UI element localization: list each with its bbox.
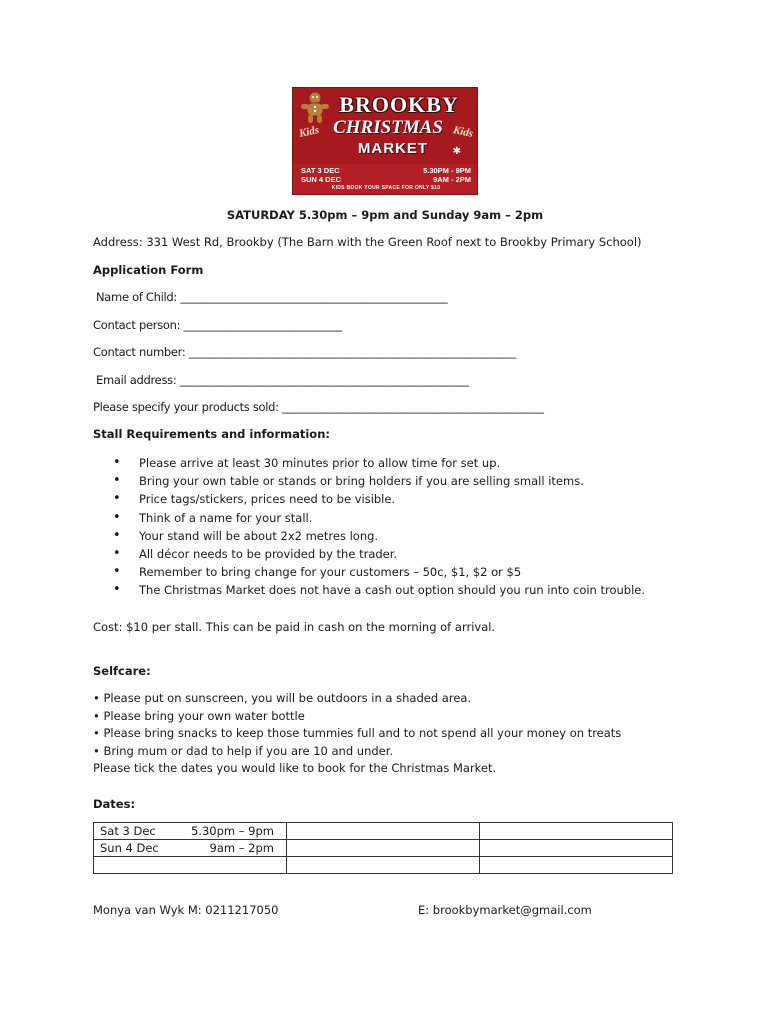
list-item: • All décor needs to be provided by the trader. — [113, 545, 645, 563]
list-item: • Price tags/stickers, prices need to be visible. — [113, 490, 645, 508]
dates-table — [93, 822, 673, 874]
list-item: • The Christmas Market does not have a cash out option should you run into coin trouble. — [113, 581, 645, 599]
empty-cell[interactable] — [94, 857, 287, 874]
form-title: Application Form — [93, 263, 204, 277]
tick-cell[interactable] — [480, 823, 673, 840]
table-row — [94, 823, 673, 840]
empty-cell[interactable] — [287, 857, 480, 874]
requirements-title: Stall Requirements and information: — [93, 427, 330, 441]
child-name-field[interactable]: Name of Child: _________________________________________________ — [96, 290, 448, 304]
banner-date-row — [301, 166, 471, 175]
banner-dates — [301, 166, 471, 192]
banner-date-row — [301, 175, 471, 184]
date-day: Sun 4 Dec — [100, 841, 159, 855]
list-item: • Think of a name for your stall. — [113, 509, 645, 527]
banner-note: KIDS BOOK YOUR SPACE FOR ONLY $10 — [331, 185, 441, 191]
list-item: • Your stand will be about 2x2 metres long. — [113, 527, 645, 545]
list-item: • Bring your own table or stands or bring holders if you are selling small items. — [113, 472, 645, 490]
date-cell — [94, 840, 287, 857]
contact-number-field[interactable]: Contact number: ____________________________________________________________ — [93, 345, 516, 359]
banner-day: SAT 3 DEC — [301, 166, 340, 175]
tick-note: Please tick the dates you would like to book for the Christmas Market. — [93, 761, 497, 776]
address: Address: 331 West Rd, Brookby (The Barn with the Green Roof next to Brookby Primary School) — [93, 235, 642, 249]
table-row — [94, 840, 673, 857]
selfcare-title: Selfcare: — [93, 664, 151, 678]
email-field[interactable]: Email address: _____________________________________________________ — [96, 373, 469, 387]
tick-cell[interactable] — [287, 823, 480, 840]
date-day: Sat 3 Dec — [100, 824, 156, 838]
banner-day: SUN 4 DEC — [301, 175, 342, 184]
banner-kids-left: Kids — [297, 124, 321, 140]
banner-christmas: CHRISTMAS — [333, 117, 443, 138]
banner-market: MARKET — [357, 140, 429, 157]
event-headline: SATURDAY 5.30pm – 9pm and Sunday 9am – 2pm — [226, 208, 544, 222]
list-item: • Bring mum or dad to help if you are 10 and under. — [93, 743, 394, 758]
dates-title: Dates: — [93, 797, 136, 811]
footer-email[interactable]: E: brookbymarket@gmail.com — [418, 903, 592, 917]
banner-time: 5.30PM - 9PM — [423, 166, 471, 175]
banner-brand: BROOKBY — [339, 92, 459, 117]
contact-person-field[interactable]: Contact person: _____________________________ — [93, 318, 342, 332]
footer-contact: Monya van Wyk M: 0211217050 — [93, 903, 279, 917]
date-time: 9am – 2pm — [209, 841, 274, 855]
products-field[interactable]: Please specify your products sold: ________________________________________________ — [93, 400, 544, 414]
tick-cell[interactable] — [287, 840, 480, 857]
requirements-list — [113, 454, 645, 600]
date-time: 5.30pm – 9pm — [191, 824, 274, 838]
table-row — [94, 857, 673, 874]
banner-kids-right: Kids — [451, 124, 475, 140]
list-item: • Remember to bring change for your customers – 50c, $1, $2 or $5 — [113, 563, 645, 581]
list-item: • Please bring snacks to keep those tummies full and to not spend all your money on treats — [93, 726, 622, 741]
list-item: • Please put on sunscreen, you will be outdoors in a shaded area. — [93, 691, 472, 705]
list-item: • Please arrive at least 30 minutes prior to allow time for set up. — [113, 454, 645, 472]
banner-time: 9AM - 2PM — [433, 175, 471, 184]
star-icon: ✱ — [452, 146, 461, 157]
cost-text: Cost: $10 per stall. This can be paid in cash on the morning of arrival. — [93, 620, 496, 634]
selfcare-list — [93, 690, 621, 778]
empty-cell[interactable] — [480, 857, 673, 874]
list-item: • Please bring your own water bottle — [93, 708, 305, 723]
market-banner-logo — [292, 87, 478, 195]
date-cell — [94, 823, 287, 840]
tick-cell[interactable] — [480, 840, 673, 857]
